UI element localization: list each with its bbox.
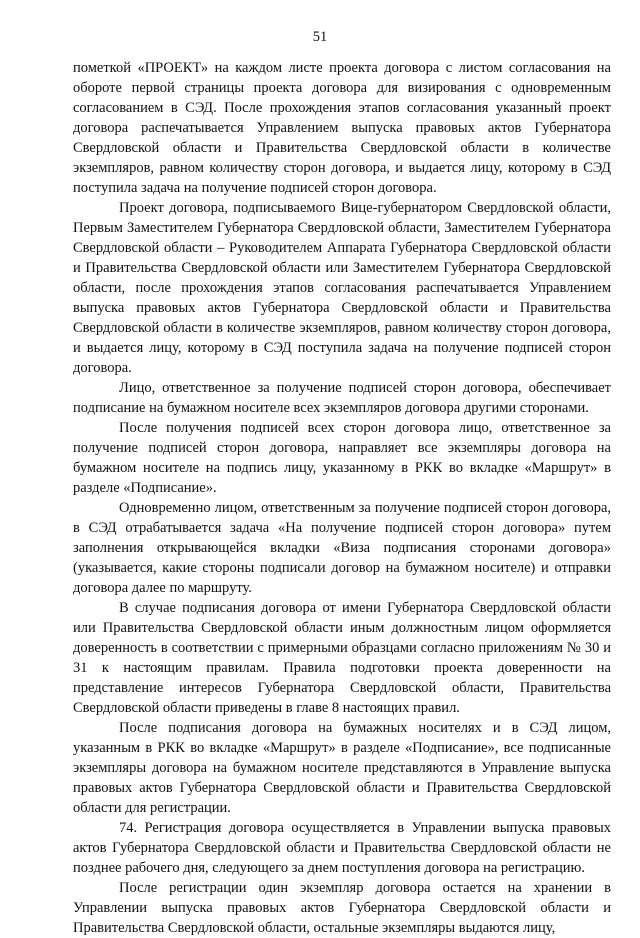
paragraph: пометкой «ПРОЕКТ» на каждом листе проекта договора с листом согласования на обороте первой страницы проекта договора для визирования с одновременным согласованием в СЭД. После прохождения этапов согласования указанный проект договора распечатывается Управлением выпуска правовых актов Губернатора Свердловской области и Правительства Свердловской области в количестве экземпляров, равном количеству сторон договора, и выдается лицу, которому в СЭД поступила задача на получение подписей сторон договора.: [73, 60, 611, 196]
paragraph: 74. Регистрация договора осуществляется в Управлении выпуска правовых актов Губернатора Свердловской области и Правительства Свердловской области не позднее рабочего дня, следующего за днем поступления договора на регистрацию.: [73, 820, 611, 876]
paragraph: Лицо, ответственное за получение подписей сторон договора, обеспечивает подписание на бумажном носителе всех экземпляров договора другими сторонами.: [73, 380, 611, 416]
paragraph: Одновременно лицом, ответственным за получение подписей сторон договора, в СЭД отрабатывается задача «На получение подписей сторон договора» путем заполнения открывающейся вкладки «Виза подписания сторонами договора» (указывается, какие стороны подписали договор на бумажном носителе) и отправки договора далее по маршруту.: [73, 500, 611, 596]
document-body: [73, 58, 611, 938]
page-number: 51: [312, 29, 328, 45]
paragraph: После получения подписей всех сторон договора лицо, ответственное за получение подписей сторон договора, направляет все экземпляры договора на бумажном носителе на подпись лицу, указанному в РКК во вкладке «Маршрут» в разделе «Подписание».: [73, 420, 611, 496]
paragraph: Проект договора, подписываемого Вице-губернатором Свердловской области, Первым Заместителем Губернатора Свердловской области, Заместителем Губернатора Свердловской области – Руководителем Аппарата Губернатора Свердловской области и Правительства Свердловской области или Заместителем Губернатора Свердловской области, после прохождения этапов согласования распечатывается Управлением выпуска правовых актов Губернатора Свердловской области и Правительства Свердловской области в количестве экземпляров, равном количеству сторон договора, и выдается лицу, которому в СЭД поступила задача на получение подписей сторон договора.: [73, 200, 611, 376]
paragraph: После подписания договора на бумажных носителях и в СЭД лицом, указанным в РКК во вкладке «Маршрут» в разделе «Подписание», все подписанные экземпляры договора на бумажном носителе представляются в Управление выпуска правовых актов Губернатора Свердловской области и Правительства Свердловской области для регистрации.: [73, 720, 611, 816]
paragraph: В случае подписания договора от имени Губернатора Свердловской области или Правительства Свердловской области иным должностным лицом оформляется доверенность в соответствии с примерными образцами согласно приложениям № 30 и 31 к настоящим правилам. Правила подготовки проекта доверенности на представление интересов Губернатора Свердловской области, Правительства Свердловской области приведены в главе 8 настоящих правил.: [73, 600, 611, 716]
paragraph: После регистрации один экземпляр договора остается на хранении в Управлении выпуска правовых актов Губернатора Свердловской области и Правительства Свердловской области, остальные экземпляры выдаются лицу,: [73, 880, 611, 936]
